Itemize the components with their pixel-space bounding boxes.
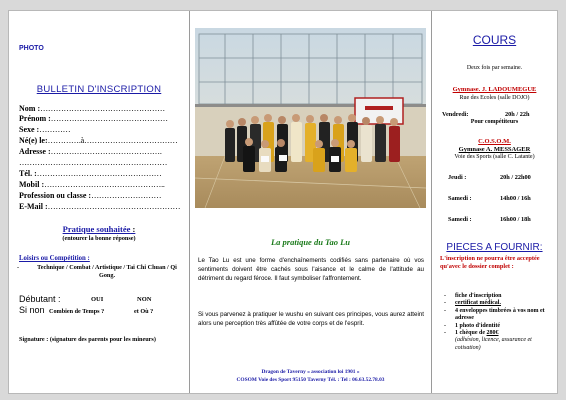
schedule-day: Jeudi :: [448, 174, 467, 181]
list-item: [444, 300, 554, 307]
field-email[interactable]: [19, 202, 180, 211]
bullet-dash: -: [444, 300, 446, 307]
field-nom[interactable]: [19, 104, 165, 113]
item-underlined: 280€: [486, 330, 499, 337]
entourer-note: (entourer la bonne réponse): [62, 235, 136, 242]
field-label: Mobil :: [19, 180, 45, 189]
field-dots: ………….à………………………………: [47, 136, 178, 145]
photo-label: PHOTO: [19, 45, 44, 52]
brochure-sheet: [8, 10, 558, 394]
gym1-address: Rue des Ecoles (salle DOJO): [459, 95, 530, 101]
schedule-time: 16h00 / 18h: [500, 216, 531, 223]
field-dots: …………………………………………: [40, 104, 165, 113]
footer-address: COSOM Voie des Sport 95150 Taverny Tél. : Tel : 06.63.52.78.03: [236, 377, 385, 383]
list-item: [444, 293, 554, 300]
pratique-title-text: Pratique souhaitée: [62, 224, 131, 234]
gym1-name: Gymnase. J. LADOUMEGUE: [452, 86, 537, 93]
field-dots: ……………………………………………: [47, 202, 181, 211]
item-underlined: certificat médical.: [455, 300, 501, 307]
schedule-day: Samedi :: [448, 195, 472, 202]
pieces-title: PIECES A FOURNIR:: [446, 242, 543, 253]
field-dots: ………………………: [91, 191, 162, 200]
field-adresse-line2[interactable]: [19, 158, 167, 167]
field-label: E-Mail :: [19, 202, 48, 211]
bulletin-title: BULLETIN D'INSCRIPTION: [36, 84, 162, 95]
field-dots: …………………………………………………: [19, 158, 168, 167]
non-option[interactable]: NON: [137, 296, 152, 303]
field-dots: …………………………………………: [36, 169, 162, 178]
field-label: Adresse :: [19, 147, 51, 156]
footer-association: Dragon de Taverny « association loi 1901 »: [261, 369, 360, 375]
pratique-colon: :: [130, 224, 136, 234]
tao-lu-paragraph-2: Si vous parvenez à pratiquer le wushu en suivant ces principes, vous aurez atteint alors une perception très affûtée de votre corps et de l'esprit.: [198, 311, 424, 327]
field-label: Né(e) le:: [19, 136, 48, 145]
list-item: [444, 308, 554, 323]
bullet-dash: -: [444, 307, 446, 314]
combien-question: Combien de Temps ?: [49, 308, 105, 315]
bullet-dash: -: [17, 264, 20, 271]
inscription-note: L'inscription ne pourra être acceptée qu'avec le dossier complet :: [440, 255, 540, 270]
item-text: 4 enveloppes timbrées à vos nom et adresse: [455, 307, 545, 322]
sinon-label: Si non: [19, 305, 45, 315]
field-adresse[interactable]: [19, 147, 162, 156]
field-label: Prénom :: [19, 114, 51, 123]
loisirs-heading: Loisirs ou Compétition :: [19, 255, 90, 262]
field-dots: …………………………………….: [50, 147, 162, 156]
oui-option[interactable]: OUI: [91, 296, 104, 303]
item-text: 1 photo d'identité: [455, 322, 501, 329]
group-photo-image: [195, 28, 426, 208]
schedule-time: 14h00 / 16h: [500, 195, 531, 202]
debutant-label: Débutant :: [19, 294, 61, 304]
item-text: fiche d'inscription: [455, 293, 502, 299]
schedule-day: Samedi :: [448, 216, 472, 223]
bullet-dash: -: [444, 293, 446, 299]
field-dots: ………………………………………: [50, 114, 168, 123]
cheque-note: (adhésion, licence, assurance et cotisation): [455, 337, 532, 351]
field-label: Tél. :: [19, 169, 37, 178]
courses-column: [432, 11, 557, 393]
signature-field[interactable]: Signature : (signature des parents pour les mineurs): [19, 336, 156, 343]
field-dots: ………………………………………..: [44, 180, 165, 189]
tao-lu-title: La pratique du Tao Lu: [270, 237, 351, 247]
gym2-address: Voie des Sports (salle C. Latante): [454, 154, 535, 160]
tao-lu-paragraph-1: Le Tao Lu est une forme d'enchaînements codifiés sans partenaire où vos sentiments doivent être cachés sous l'aisance et le calme de l'attitude au détriment du regard féroce. Il faut symboliser l'affrontement.: [198, 257, 424, 282]
gym2-name: Gymnase A. MESSAGER: [458, 146, 531, 153]
gym1-time: 20h / 22h: [505, 111, 530, 118]
tao-lu-column: [190, 11, 432, 393]
field-dots: …………: [39, 125, 71, 134]
item-text: 1 chèque de: [455, 330, 487, 337]
gym1-day: Vendredi:: [442, 111, 469, 118]
field-label: Nom :: [19, 104, 41, 113]
cours-title: COURS: [472, 33, 517, 47]
field-prenom[interactable]: [19, 114, 168, 123]
field-sexe[interactable]: [19, 125, 70, 134]
documents-list: [444, 293, 554, 352]
registration-column: [9, 11, 190, 393]
cosom-label: C.O.S.O.M.: [478, 138, 511, 145]
field-mobil[interactable]: [19, 180, 165, 189]
technique-text: Technique / Combat / Artistique / Tai Chi Chuan / Qi Gong.: [37, 264, 177, 279]
technique-options[interactable]: [17, 264, 183, 280]
gym1-note: Pour compétiteurs: [470, 119, 519, 125]
field-naissance[interactable]: [19, 136, 178, 145]
bullet-dash: -: [444, 322, 446, 329]
schedule-time: 20h / 22h00: [500, 174, 531, 181]
etou-question: et Où ?: [134, 308, 154, 315]
field-label: Profession ou classe :: [19, 191, 92, 200]
bullet-dash: -: [444, 330, 446, 337]
field-label: Sexe :: [19, 125, 40, 134]
list-item: [444, 323, 554, 330]
pratique-title: [9, 224, 189, 234]
frequency-text: Deux fois par semaine.: [466, 65, 523, 71]
field-profession[interactable]: [19, 191, 161, 200]
field-tel[interactable]: [19, 169, 162, 178]
group-photo: [195, 28, 426, 208]
